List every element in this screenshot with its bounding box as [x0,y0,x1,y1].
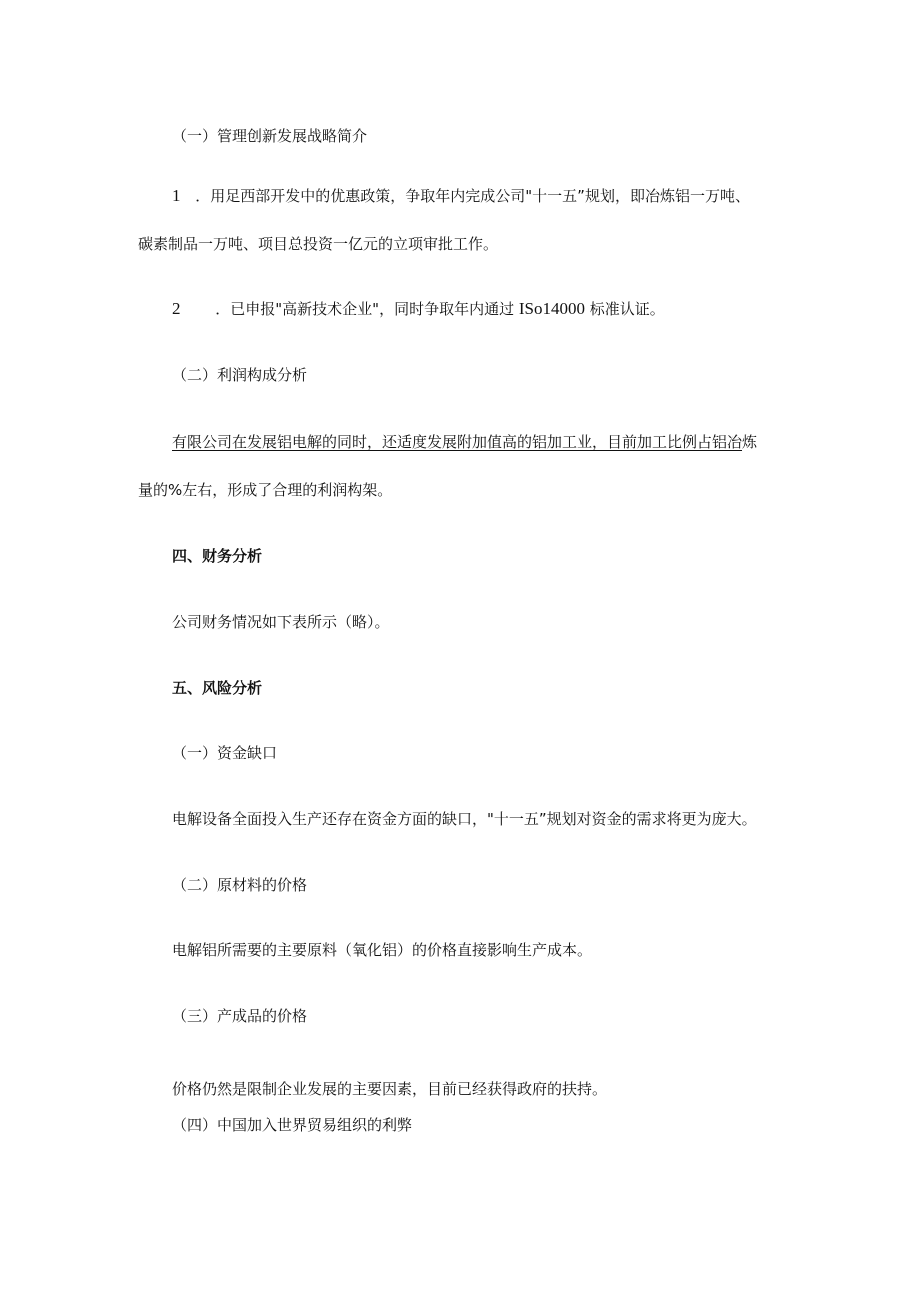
profit-para-line1 [172,432,757,452]
profit-para-tail: 炼 [742,433,758,451]
list-number-2: 2 [172,299,181,318]
product-price-para: 价格仍然是限制企业发展的主要因素，目前已经获得政府的扶持。 [172,1080,608,1098]
profit-para-underlined: 有限公司在发展铝电解的同时，还适度发展附加值高的铝加工业，目前加工比例占铝冶 [172,433,743,451]
iso-standard: ISo14000 [518,299,585,318]
heading-risk-analysis: 五、风险分析 [172,679,263,697]
raw-material-para: 电解铝所需要的主要原料（氧化铝）的价格直接影响生产成本。 [172,941,593,959]
heading-wto-pros-cons: （四）中国加入世界贸易组织的利弊 [172,1116,413,1134]
heading-profit-structure: （二）利润构成分析 [172,366,308,384]
heading-financial-analysis: 四、财务分析 [172,547,263,565]
list-item-2 [172,299,665,319]
list-number-1: 1 [172,186,181,205]
funding-gap-para: 电解设备全面投入生产还存在资金方面的缺口，"十一五”规划对资金的需求将更为庞大。 [172,810,757,828]
profit-para-line2: 量的%左右，形成了合理的利润构架。 [138,481,393,499]
heading-raw-material-price: （二）原材料的价格 [172,876,308,894]
list-item-2-text-a: ．已申报"高新技术企业"，同时争取年内通过 [215,300,515,318]
list-item-1-text: ．用足西部开发中的优惠政策，争取年内完成公司"十一五”规划，即冶炼铝一万吨、 [195,187,750,205]
heading-product-price: （三）产成品的价格 [172,1007,308,1025]
list-item-2-text-b: 标准认证。 [589,300,665,318]
heading-management-strategy: （一）管理创新发展战略简介 [172,127,368,145]
financial-para: 公司财务情况如下表所示（略）。 [172,613,390,631]
list-item-1-line2: 碳素制品一万吨、项目总投资一亿元的立项审批工作。 [138,235,499,253]
list-item-1-line1 [172,186,750,206]
heading-funding-gap: （一）资金缺口 [172,744,278,762]
